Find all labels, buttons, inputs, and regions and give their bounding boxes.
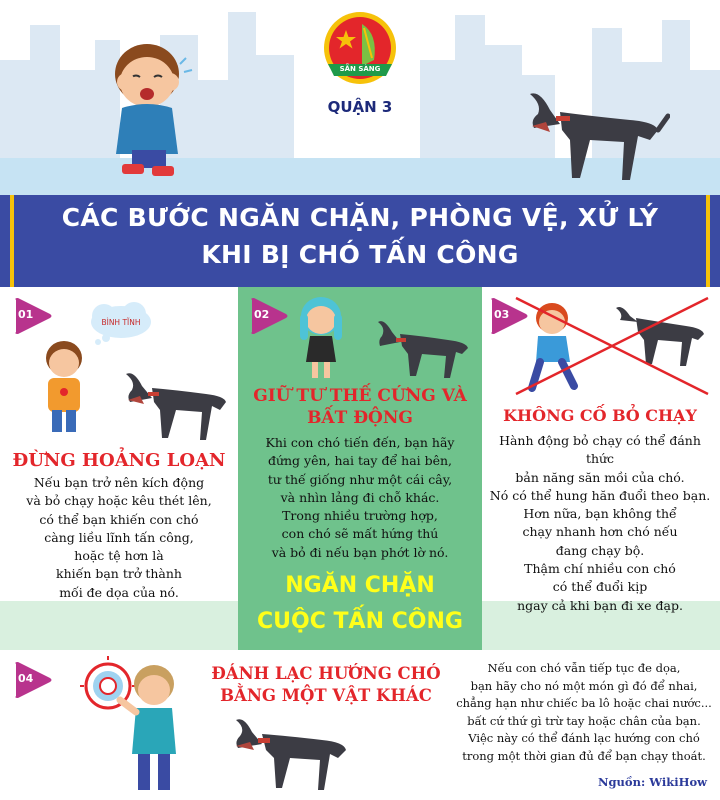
step-1-line: có thể bạn khiến con chó bbox=[39, 511, 199, 527]
step-3-line: Thậm chí nhiều con chó bbox=[524, 561, 676, 577]
badge-ribbon-text: SẴN SÀNG bbox=[339, 65, 381, 73]
step-2-heading-line: BẤT ĐỘNG bbox=[307, 408, 413, 428]
calm-boy-illustration bbox=[34, 338, 94, 438]
header-scene bbox=[0, 0, 720, 195]
step-2-heading bbox=[244, 385, 476, 429]
step-1-line: khiến bạn trở thành bbox=[56, 566, 182, 582]
step-4-line: bạn hãy cho nó một món gì đó để nhai, bbox=[470, 678, 698, 693]
step-2-heading-line: GIỮ TƯ THẾ CỨNG VÀ bbox=[253, 386, 467, 406]
running-boy-crossed-illustration bbox=[510, 292, 714, 400]
step-3-line: đang chạy bộ. bbox=[555, 542, 645, 558]
step-2-line: và bỏ đi nếu bạn phớt lờ nó. bbox=[271, 544, 449, 560]
step-number-1: 01 bbox=[18, 308, 34, 321]
step-number-4: 04 bbox=[18, 672, 34, 685]
page-title-line-2: KHI BỊ CHÓ TẤN CÔNG bbox=[201, 240, 519, 269]
step-2-body bbox=[244, 434, 476, 562]
step-3-line: Hơn nữa, bạn không thể bbox=[523, 506, 677, 522]
ball-toss-boy-illustration bbox=[80, 656, 190, 796]
step-number-3: 03 bbox=[494, 308, 510, 321]
step-1-line: mối đe dọa của nó. bbox=[59, 584, 179, 600]
step-3-line: chạy nhanh hơn chó nếu bbox=[522, 524, 678, 540]
step-2-line: đứng yên, hai tay để hai bên, bbox=[267, 453, 453, 469]
step-1-line: càng liều lĩnh tấn công, bbox=[44, 529, 194, 545]
step-3-line: bản năng săn mồi của chó. bbox=[515, 469, 685, 485]
step-3-heading: KHÔNG CỐ BỎ CHẠY bbox=[503, 406, 697, 425]
step-2-line: và nhìn lảng đi chỗ khác. bbox=[280, 489, 440, 505]
step-4-body bbox=[452, 660, 716, 765]
youth-union-badge bbox=[322, 10, 398, 94]
dog-illustration-step-4 bbox=[226, 704, 360, 796]
step-1-line: và bỏ chạy hoặc kêu thét lên, bbox=[26, 493, 212, 509]
step-2-line: Trong nhiều trường hợp, bbox=[282, 508, 438, 524]
district-label: QUẬN 3 bbox=[327, 98, 393, 116]
step-4-line: Nếu con chó vẫn tiếp tục đe dọa, bbox=[487, 661, 681, 675]
banner-line-2: CUỘC TẤN CÔNG bbox=[257, 609, 463, 634]
step-4-line: bất cứ thứ gì trừ tay hoặc chân của bạn. bbox=[467, 713, 701, 728]
step-4-line: chẳng hạn như chiếc ba lô hoặc chai nước... bbox=[456, 696, 712, 710]
scared-kid-illustration bbox=[92, 42, 202, 187]
step-2-line: tư thế giống như một cái cây, bbox=[267, 471, 453, 487]
step-3-body bbox=[488, 432, 712, 615]
step-1-heading: ĐỪNG HOẢNG LOẠN bbox=[12, 450, 226, 471]
step-4-heading bbox=[186, 663, 466, 707]
step-1-body bbox=[8, 474, 230, 602]
standing-girl-illustration bbox=[292, 296, 350, 382]
step-4-line: trong một thời gian đủ để bạn chạy thoát. bbox=[462, 748, 706, 763]
page-title-line-1: CÁC BƯỚC NGĂN CHẶN, PHÒNG VỆ, XỬ LÝ bbox=[61, 203, 659, 232]
source-credit: Nguồn: WikiHow bbox=[598, 775, 708, 789]
step-2-line: con chó sẽ mất hứng thú bbox=[281, 526, 439, 542]
step-3-line: Nó có thể hung hăn đuổi theo bạn. bbox=[489, 487, 711, 503]
step-4-heading-line: ĐÁNH LẠC HƯỚNG CHÓ bbox=[211, 664, 441, 683]
thought-cloud-text: BÌNH TĨNH bbox=[101, 318, 141, 327]
step-3-line: ngay cả khi bạn đi xe đạp. bbox=[517, 597, 683, 613]
step-4-line: Việc này có thể đánh lạc hướng con chó bbox=[468, 731, 700, 745]
step-1-line: hoặc tệ hơn là bbox=[74, 548, 164, 564]
dog-illustration-step-1 bbox=[120, 356, 236, 446]
step-3-line: có thể đuổi kịp bbox=[552, 579, 648, 595]
dog-illustration-step-2 bbox=[372, 308, 476, 382]
step-3-line: Hành động bỏ chạy có thể đánh thức bbox=[499, 433, 701, 467]
dog-illustration-header bbox=[520, 70, 670, 190]
banner-line-1: NGĂN CHẶN bbox=[285, 573, 435, 598]
step-2-line: Khi con chó tiến đến, bạn hãy bbox=[265, 435, 455, 450]
step-4-heading-line: BẰNG MỘT VẬT KHÁC bbox=[220, 686, 432, 705]
step-1-line: Nếu bạn trở nên kích động bbox=[33, 475, 205, 490]
step-number-2: 02 bbox=[254, 308, 270, 321]
